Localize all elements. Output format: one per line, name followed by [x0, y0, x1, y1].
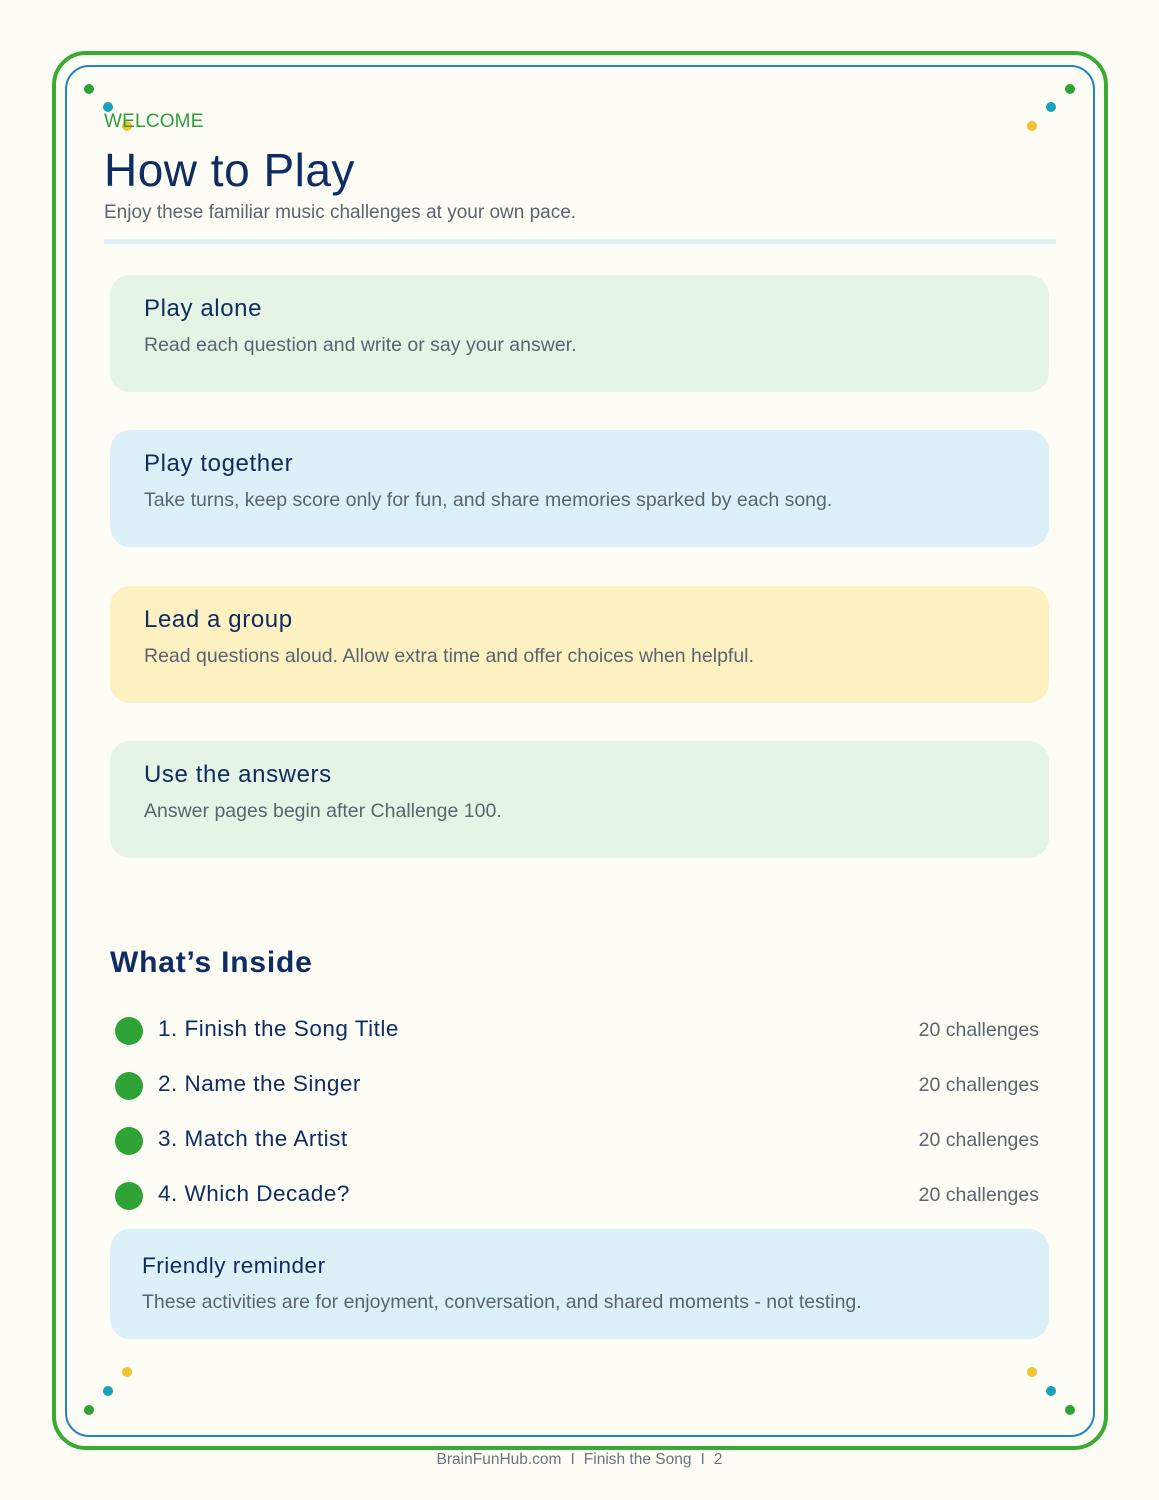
- bullet-dot-icon: [115, 1072, 143, 1100]
- card-play-together: [110, 430, 1049, 547]
- section-eyebrow: WELCOME: [104, 111, 204, 132]
- toc-count: 20 challenges: [918, 1019, 1039, 1041]
- decor-dot: [1027, 121, 1037, 131]
- decor-dot: [1046, 102, 1056, 112]
- footer-separator: I: [570, 1451, 575, 1468]
- toc-item: [114, 1014, 1039, 1048]
- decor-dot: [103, 1386, 113, 1396]
- decor-dot: [1065, 84, 1075, 94]
- decor-dot: [122, 1367, 132, 1377]
- reminder-text: These activities are for enjoyment, conversation, and shared moments - not testing.: [142, 1291, 862, 1313]
- card-text: Read each question and write or say your answer.: [144, 334, 577, 356]
- toc-label: 1. Finish the Song Title: [158, 1016, 399, 1041]
- card-title: Use the answers: [144, 761, 332, 788]
- card-lead-a-group: [110, 586, 1049, 703]
- decor-dot: [84, 84, 94, 94]
- card-title: Play alone: [144, 295, 263, 322]
- title-divider: [104, 239, 1056, 244]
- toc-item: [114, 1179, 1039, 1213]
- footer-book-title: Finish the Song: [583, 1451, 692, 1468]
- card-text: Take turns, keep score only for fun, and share memories sparked by each song.: [144, 489, 833, 511]
- card-use-the-answers: [110, 741, 1049, 858]
- page-title: How to Play: [104, 144, 355, 196]
- toc-count: 20 challenges: [918, 1129, 1039, 1151]
- toc-label: 3. Match the Artist: [158, 1126, 348, 1151]
- card-text: Answer pages begin after Challenge 100.: [144, 800, 502, 822]
- decor-dot: [1027, 1367, 1037, 1377]
- toc-count: 20 challenges: [918, 1074, 1039, 1096]
- toc-label: 2. Name the Singer: [158, 1071, 361, 1096]
- card-text: Read questions aloud. Allow extra time and offer choices when helpful.: [144, 645, 754, 667]
- bullet-dot-icon: [115, 1127, 143, 1155]
- footer-page-number: 2: [713, 1451, 723, 1468]
- bullet-dot-icon: [115, 1017, 143, 1045]
- bullet-dot-icon: [115, 1182, 143, 1210]
- toc-count: 20 challenges: [918, 1184, 1039, 1206]
- page-subtitle: Enjoy these familiar music challenges at your own pace.: [104, 202, 577, 223]
- decor-dot: [1065, 1405, 1075, 1415]
- friendly-reminder-box: [110, 1229, 1049, 1339]
- page-footer: [0, 1451, 1159, 1469]
- footer-site: BrainFunHub.com: [436, 1451, 562, 1468]
- toc-item: [114, 1069, 1039, 1103]
- decor-dot: [1046, 1386, 1056, 1396]
- card-title: Play together: [144, 450, 294, 477]
- footer-separator: I: [700, 1451, 705, 1468]
- decor-dot: [84, 1405, 94, 1415]
- card-title: Lead a group: [144, 606, 293, 633]
- toc-label: 4. Which Decade?: [158, 1181, 350, 1206]
- reminder-title: Friendly reminder: [142, 1253, 326, 1278]
- toc-item: [114, 1124, 1039, 1158]
- card-play-alone: [110, 275, 1049, 392]
- whats-inside-heading: What’s Inside: [110, 946, 313, 979]
